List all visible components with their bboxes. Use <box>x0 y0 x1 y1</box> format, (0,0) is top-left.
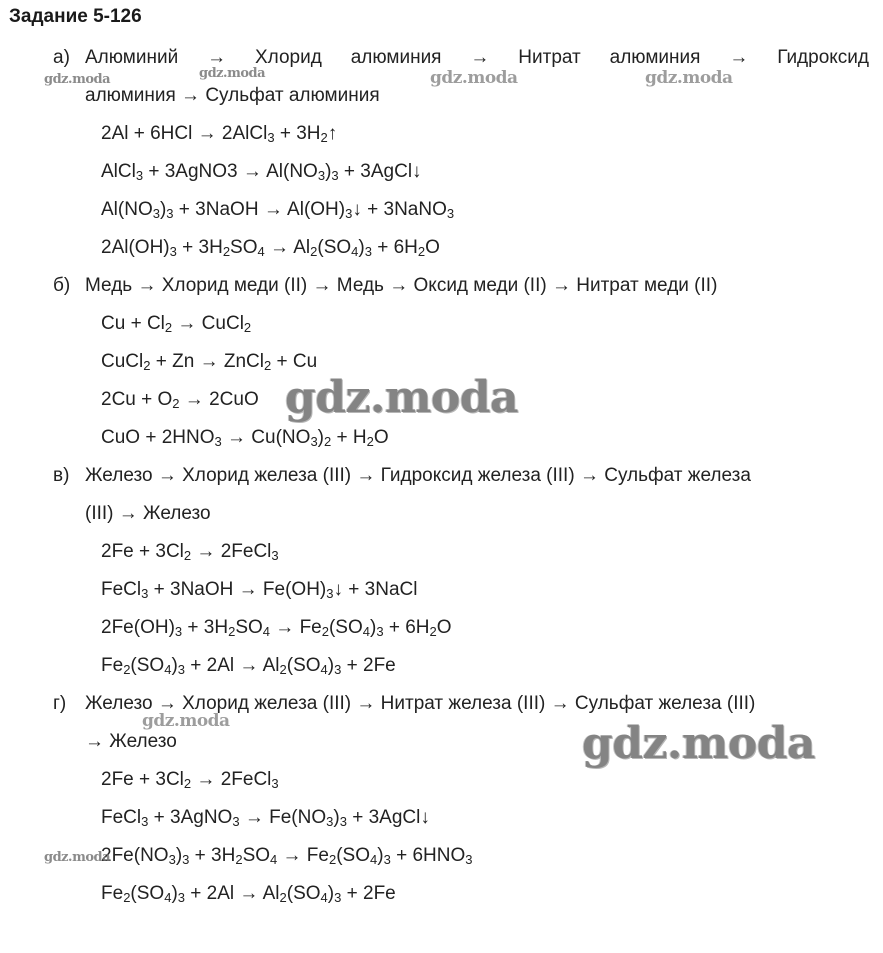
watermark: gdz.moda <box>199 66 266 81</box>
section-d-equation-4: $Fe_2(SO_4)_3 + 2Al \to Al_2(SO_4)_3 + 2Fe$ <box>101 883 396 905</box>
section-b-chain-line1: Медь → Хлорид меди (II) → Медь → Оксид меди (II) → Нитрат меди (II) <box>85 275 718 296</box>
section-a-label: а) <box>53 47 70 68</box>
section-a-chain-line2: алюминия → Сульфат алюминия <box>85 85 380 106</box>
section-a-equation-3: $Al(NO_3)_3$ + 3NaOH → $Al(OH)_3↓$ + 3NaNO$_3$ <box>101 199 455 221</box>
section-c-equation-1: $2Fe + 3Cl_2$ → 2FeCl$_3$ <box>101 541 279 563</box>
section-c-equation-4: $Fe_2(SO_4)_3 + 2Al \to Al_2(SO_4)_3 + 2Fe$ <box>101 655 396 677</box>
section-c-label: в) <box>53 465 70 486</box>
watermark: gdz.moda <box>142 711 230 731</box>
watermark: gdz.moda <box>430 68 518 88</box>
task-title: Задание 5-126 <box>9 6 142 27</box>
section-a-chain-line1: Алюминий → Хлорид алюминия → Нитрат алюминия → Гидроксид <box>85 47 869 68</box>
section-c-equation-3: $2Fe(OH)_3 + 3H_2SO_4 \to Fe_2(SO_4)_3 + 6H_2O$ <box>101 617 452 639</box>
section-a-equation-1: 2Al + 6HCl → 2AlCl$_3$ + $3H_2↑$ <box>101 123 338 145</box>
section-c-equation-2: FeCl$_3$ + 3NaOH → $Fe(OH)_3↓$ + 3NaCl <box>101 579 418 601</box>
section-d-equation-1: $2Fe + 3Cl_2$ → 2FeCl$_3$ <box>101 769 279 791</box>
section-c-chain-line1: Железо → Хлорид железа (III) → Гидроксид железа (III) → Сульфат железа <box>85 465 751 486</box>
section-d-chain-line2: → Железо <box>85 731 177 752</box>
section-d-equation-2: FeCl$_3$ + 3AgNO$_3$ → $Fe(NO_3)_3$ + 3AgCl↓ <box>101 807 430 829</box>
section-a-equation-2: AlCl$_3$ + 3AgNO3 → $Al(NO_3)_3$ + 3AgCl↓ <box>101 161 422 183</box>
watermark: gdz.moda <box>285 372 519 423</box>
section-d-chain-line1: Железо → Хлорид железа (III) → Нитрат железа (III) → Сульфат железа (III) <box>85 693 756 714</box>
watermark: gdz.moda <box>645 68 733 88</box>
section-a-equation-4: $2Al(OH)_3 + 3H_2SO_4 \to Al_2(SO_4)_3 + 6H_2O$ <box>101 237 440 259</box>
section-b-equation-1: $Cu + Cl_2$ → CuCl$_2$ <box>101 313 252 335</box>
section-b-equation-2: CuCl$_2$ + Zn → ZnCl$_2$ + Cu <box>101 351 318 373</box>
section-b-label: б) <box>53 275 71 296</box>
section-d-label: г) <box>53 693 67 714</box>
watermark: gdz.moda <box>44 850 111 865</box>
section-c-chain-line2: (III) → Железо <box>85 503 211 524</box>
watermark: gdz.moda <box>44 72 111 87</box>
section-d-equation-3: $2Fe(NO_3)_3 + 3H_2SO_4 \to Fe_2(SO_4)_3 + 6HNO_3$ <box>101 845 473 867</box>
watermark: gdz.moda <box>582 718 816 769</box>
section-b-equation-3: $2Cu + O_2 \to 2CuO$ <box>101 389 259 411</box>
section-b-equation-4: CuO + $2HNO_3 \to Cu(NO_3)_2 + H_2O$ <box>101 427 389 449</box>
